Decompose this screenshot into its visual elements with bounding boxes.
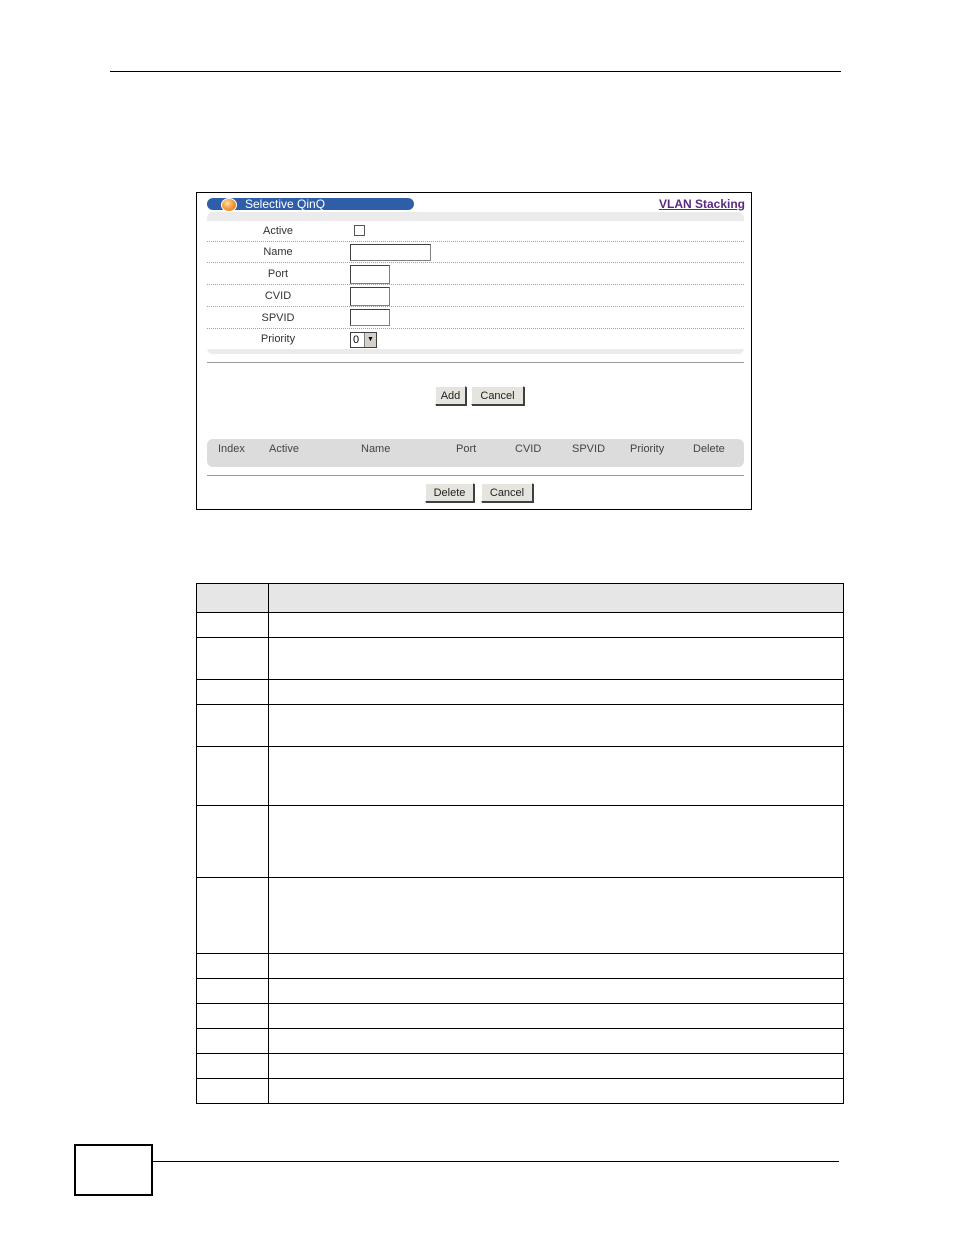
table-header-row: [197, 584, 844, 613]
table-cell: [269, 1054, 844, 1079]
table-row: [197, 613, 844, 638]
table-cell: [197, 878, 269, 954]
cvid-input[interactable]: [350, 287, 390, 306]
title-bar: [207, 198, 414, 210]
col-priority: Priority: [630, 443, 665, 455]
table-cell: [269, 1079, 844, 1104]
table-cell: [197, 1079, 269, 1104]
table-row: [197, 680, 844, 705]
table-header-cell: [269, 584, 844, 613]
description-table: [196, 583, 844, 1104]
table-row: [197, 806, 844, 878]
table-cell: [269, 979, 844, 1004]
row-port: [207, 263, 744, 285]
col-active: Active: [269, 443, 299, 455]
table-cell: [269, 638, 844, 680]
name-label: Name: [263, 246, 293, 258]
priority-select[interactable]: [350, 332, 377, 348]
header-rule: [110, 71, 841, 72]
dropdown-arrow-icon: ▼: [364, 333, 376, 347]
table-row: [197, 979, 844, 1004]
active-label: Active: [263, 225, 293, 237]
port-label: Port: [267, 268, 289, 280]
cancel-button[interactable]: Cancel: [471, 386, 524, 405]
table-cell: [197, 613, 269, 638]
divider: [207, 362, 744, 363]
col-spvid: SPVID: [572, 443, 606, 455]
col-index: Index: [218, 443, 245, 455]
table-cell: [197, 806, 269, 878]
table-cell: [269, 680, 844, 705]
row-name: [207, 242, 744, 263]
table-row: [197, 1004, 844, 1029]
col-cvid: CVID: [515, 443, 542, 455]
table-cell: [197, 1004, 269, 1029]
divider: [207, 475, 744, 476]
row-spvid: [207, 307, 744, 329]
row-priority: [207, 329, 744, 349]
cvid-label: CVID: [264, 290, 292, 302]
table-cell: [197, 747, 269, 806]
orb-icon: [221, 198, 237, 212]
list-header: [207, 439, 744, 467]
table-row: [197, 1054, 844, 1079]
col-delete: Delete: [693, 443, 725, 455]
port-input[interactable]: [350, 265, 390, 284]
spvid-input[interactable]: [350, 309, 390, 326]
table-cell: [269, 747, 844, 806]
table-cell: [269, 806, 844, 878]
spvid-label: SPVID: [261, 312, 295, 324]
table-row: [197, 878, 844, 954]
row-active: [207, 221, 744, 242]
add-button[interactable]: Add: [435, 386, 466, 405]
table-row: [197, 705, 844, 747]
table-cell: [269, 878, 844, 954]
table-cell: [197, 954, 269, 979]
table-row: [197, 1079, 844, 1104]
cancel-list-button[interactable]: Cancel: [481, 483, 533, 502]
priority-value: 0: [353, 334, 360, 346]
table-cell: [197, 705, 269, 747]
priority-label: Priority: [260, 333, 296, 345]
table-cell: [269, 613, 844, 638]
table-row: [197, 747, 844, 806]
row-cvid: [207, 285, 744, 307]
selective-qinq-screen: [196, 192, 752, 510]
page-number-box: [74, 1144, 153, 1196]
active-checkbox[interactable]: [354, 225, 365, 236]
table-cell: [269, 954, 844, 979]
screen-title: Selective QinQ: [245, 197, 326, 211]
form-panel: [207, 212, 744, 354]
table-cell: [197, 638, 269, 680]
name-input[interactable]: [350, 244, 431, 261]
col-port: Port: [456, 443, 477, 455]
table-row: [197, 1029, 844, 1054]
footer-rule: [152, 1161, 839, 1162]
table-cell: [269, 1004, 844, 1029]
table-cell: [269, 705, 844, 747]
table-cell: [197, 1029, 269, 1054]
col-name: Name: [361, 443, 391, 455]
table-cell: [197, 680, 269, 705]
table-header-cell: [197, 584, 269, 613]
table-cell: [197, 1054, 269, 1079]
table-row: [197, 954, 844, 979]
table-cell: [197, 979, 269, 1004]
delete-button[interactable]: Delete: [425, 483, 474, 502]
table-row: [197, 638, 844, 680]
table-cell: [269, 1029, 844, 1054]
vlan-stacking-link[interactable]: VLAN Stacking: [658, 197, 745, 211]
